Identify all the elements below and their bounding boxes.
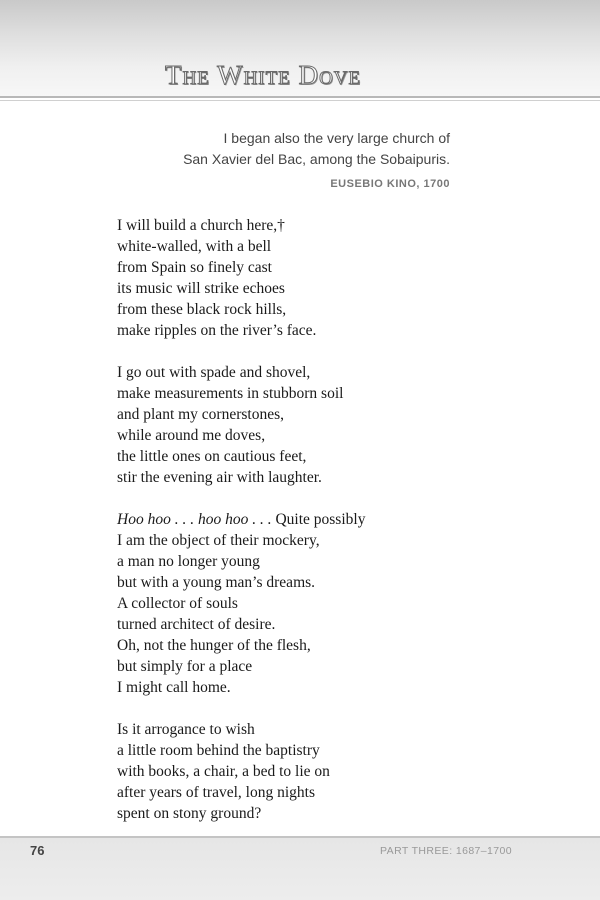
header-rule-secondary (0, 100, 600, 101)
poem-line (117, 509, 365, 530)
poem-line: white-walled, with a bell (117, 238, 272, 255)
poem-line: I go out with spade and shovel, (117, 364, 311, 381)
poem-line: a little room behind the baptistry (117, 742, 320, 759)
poem-line: turned architect of desire. (117, 616, 276, 633)
poem-line: Oh, not the hunger of the flesh, (117, 637, 311, 654)
poem-line: but with a young man’s dreams. (117, 574, 316, 591)
poem-line: with books, a chair, a bed to lie on (117, 763, 330, 780)
poem-line: I am the object of their mockery, (117, 532, 320, 549)
poem-line: from Spain so finely cast (117, 259, 272, 276)
epigraph-line: I began also the very large church of (223, 130, 450, 146)
epigraph-line: San Xavier del Bac, among the Sobaipuris. (183, 151, 450, 167)
poem-line: make measurements in stubborn soil (117, 385, 344, 402)
poem-line: I might call home. (117, 679, 231, 696)
poem-body (117, 215, 365, 824)
poem-line: A collector of souls (117, 595, 238, 612)
poem-line: I will build a church here,† (117, 217, 285, 234)
poem-line: stir the evening air with laughter. (117, 469, 322, 486)
poem-line-rest: Quite possibly (271, 511, 366, 528)
poem-line: while around me doves, (117, 427, 266, 444)
page-number: 76 (30, 843, 45, 858)
stanza-4 (117, 719, 365, 824)
running-footer-title: PART THREE: 1687–1700 (380, 845, 512, 857)
poem-line: and plant my cornerstones, (117, 406, 285, 423)
epigraph-attribution: EUSEBIO KINO, 1700 (330, 178, 450, 190)
stanza-3 (117, 509, 365, 698)
stanza-2 (117, 362, 365, 488)
poem-title: The White Dove (165, 60, 362, 90)
stanza-1 (117, 215, 365, 341)
poem-line: a man no longer young (117, 553, 260, 570)
poem-line: Is it arrogance to wish (117, 721, 255, 738)
poem-line: after years of travel, long nights (117, 784, 315, 801)
poem-line: the little ones on cautious feet, (117, 448, 307, 465)
poem-line: its music will strike echoes (117, 280, 285, 297)
header-rule (0, 96, 600, 98)
poem-line: spent on stony ground? (117, 805, 262, 822)
poem-line-italic: Hoo hoo . . . hoo hoo . . . (117, 511, 272, 528)
poem-line: make ripples on the river’s face. (117, 322, 317, 339)
poem-line: but simply for a place (117, 658, 253, 675)
epigraph (183, 128, 450, 190)
poem-line: from these black rock hills, (117, 301, 287, 318)
